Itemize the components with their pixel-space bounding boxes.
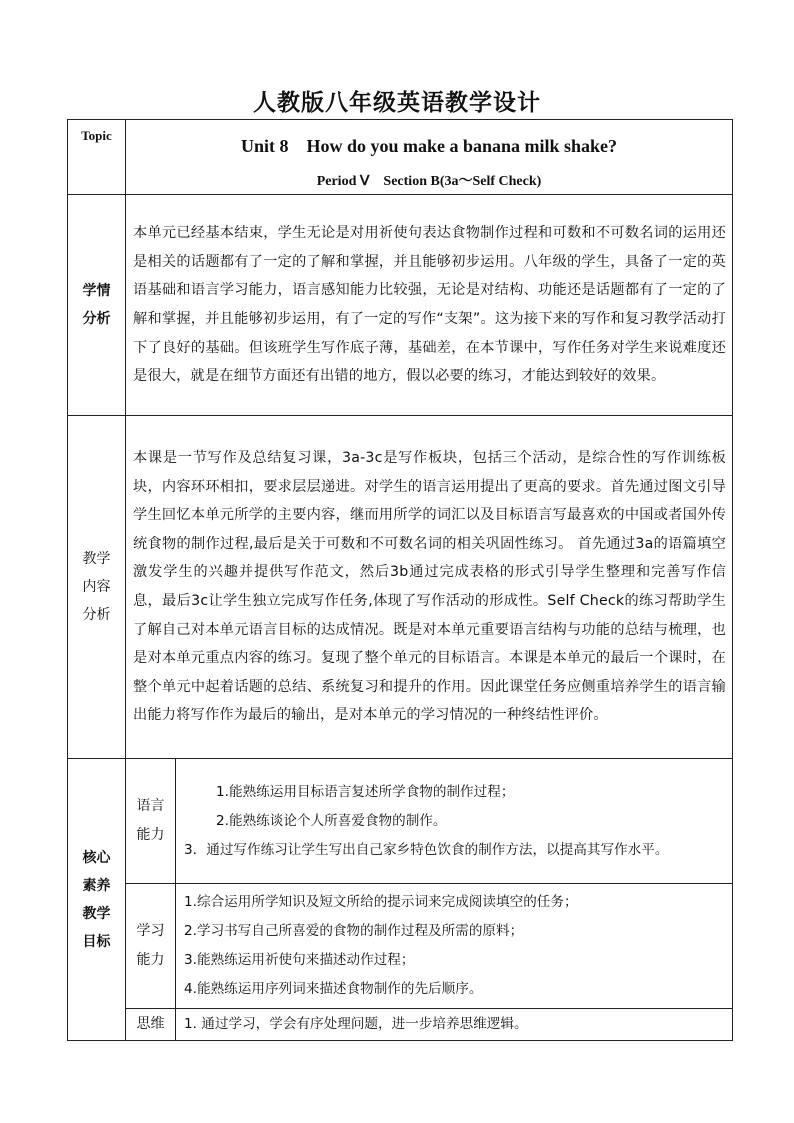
label-line: 学情 bbox=[82, 283, 111, 299]
label-line: 学习 bbox=[136, 923, 165, 939]
lesson-plan-table bbox=[67, 119, 733, 1041]
label-line: 能力 bbox=[136, 952, 165, 968]
label-line: 内容 bbox=[82, 579, 111, 595]
thinking-label: 思维 bbox=[126, 1009, 176, 1041]
learning-analysis-row bbox=[68, 195, 733, 416]
label-line: 素养 bbox=[82, 877, 111, 894]
unit-title: Unit 8 How do you make a banana milk shake? bbox=[240, 136, 618, 156]
thinking-row bbox=[68, 1009, 733, 1041]
list-item: 4.能熟练运用序列词来描述食物制作的先后顺序。 bbox=[184, 981, 483, 997]
list-item: 1.能熟练运用目标语言复述所学食物的制作过程； bbox=[216, 783, 515, 800]
topic-label: Topic bbox=[68, 120, 126, 195]
list-item: 1. 通过学习，学会有序处理问题，进一步培养思维逻辑。 bbox=[184, 1016, 528, 1032]
learning-ability-label bbox=[126, 884, 176, 1009]
content-analysis-label bbox=[68, 416, 126, 759]
label-line: 核心 bbox=[82, 849, 111, 866]
content-analysis-row bbox=[68, 416, 733, 759]
list-item: 1.综合运用所学知识及短文所给的提示词来完成阅读填空的任务； bbox=[184, 894, 578, 910]
label-line: 语言 bbox=[136, 798, 165, 814]
label-line: 教学 bbox=[82, 905, 111, 922]
content-analysis-text: 本课是一节写作及总结复习课，3a-3c是写作板块，包括三个活动，是综合性的写作训练板块，内容环环相扣，要求层层递进。对学生的语言运用提出了更高的要求。首先通过图文引导学生回忆本单元所学的主要内容，继而用所学的词汇以及目标语言写最喜欢的中国或者国外传统食物的制作过程,最后是关于可数和不可数名词的相关巩固性练习。 首先通过3a的语篇填空激发学生的兴趣并提供写作范文，然后3b通过完成表格的形式引导学生整理和完善写作信息，最后3c让学生独立完成写作任务,体现了写作活动的形成性。Self Check的练习帮助学生了解自己对本单元语言目标的达成情况。既是对本单元重要语言结构与功能的总结与梳理，也是对本单元重点内容的练习。复现了整个单元的目标语言。本课是本单元的最后一个课时，在整个单元中起着话题的总结、系统复习和提升的作用。因此课堂任务应侧重培养学生的语言输出能力将写作作为最后的输出，是对本单元的学习情况的一种终结性评价。 bbox=[133, 450, 727, 724]
label-line: 教学 bbox=[82, 551, 111, 567]
list-item: 2.能熟练谈论个人所喜爱食物的制作。 bbox=[216, 812, 447, 829]
content-analysis-content bbox=[126, 416, 733, 759]
learning-analysis-text: 本单元已经基本结束，学生无论是对用祈使句表达食物制作过程和可数和不可数名词的运用还是相关的话题都有了一定的了解和掌握，并且能够初步运用。八年级的学生，具备了一定的英语基础和语言学习能力，语言感知能力比较强，无论是对结构、功能还是话题都有了一定的了解和掌握，并且能够初步运用，有了一定的写作“支架”。这为接下来的写作和复习教学活动打下了良好的基础。但该班学生写作底子薄，基础差，在本节课中，写作任务对学生来说难度还是很大，就是在细节方面还有出错的地方，假以必要的练习，才能达到较好的效果。 bbox=[133, 225, 727, 385]
label-line: 分析 bbox=[82, 311, 111, 327]
core-goals-label bbox=[68, 759, 126, 1041]
topic-content bbox=[126, 120, 733, 195]
document-title: 人教版八年级英语教学设计 bbox=[253, 90, 541, 116]
thinking-content bbox=[176, 1009, 733, 1041]
language-ability-row bbox=[68, 759, 733, 884]
label-line: 目标 bbox=[82, 933, 111, 950]
topic-row bbox=[68, 120, 733, 195]
list-item: 3.能熟练运用祈使句来描述动作过程； bbox=[184, 952, 415, 968]
label-line: 分析 bbox=[82, 607, 111, 623]
label-line: 能力 bbox=[136, 827, 165, 843]
learning-analysis-content bbox=[126, 195, 733, 416]
language-ability-content bbox=[176, 759, 733, 884]
learning-analysis-label bbox=[68, 195, 126, 416]
period-subtitle: Period Ⅴ Section B(3a～Self Check) bbox=[316, 174, 542, 189]
list-item: 3．通过写作练习让学生写出自己家乡特色饮食的制作方法，以提高其写作水平。 bbox=[184, 841, 669, 858]
learning-ability-row bbox=[68, 884, 733, 1009]
language-ability-label bbox=[126, 759, 176, 884]
list-item: 2.学习书写自己所喜爱的食物的制作过程及所需的原料； bbox=[184, 923, 524, 939]
learning-ability-content bbox=[176, 884, 733, 1009]
